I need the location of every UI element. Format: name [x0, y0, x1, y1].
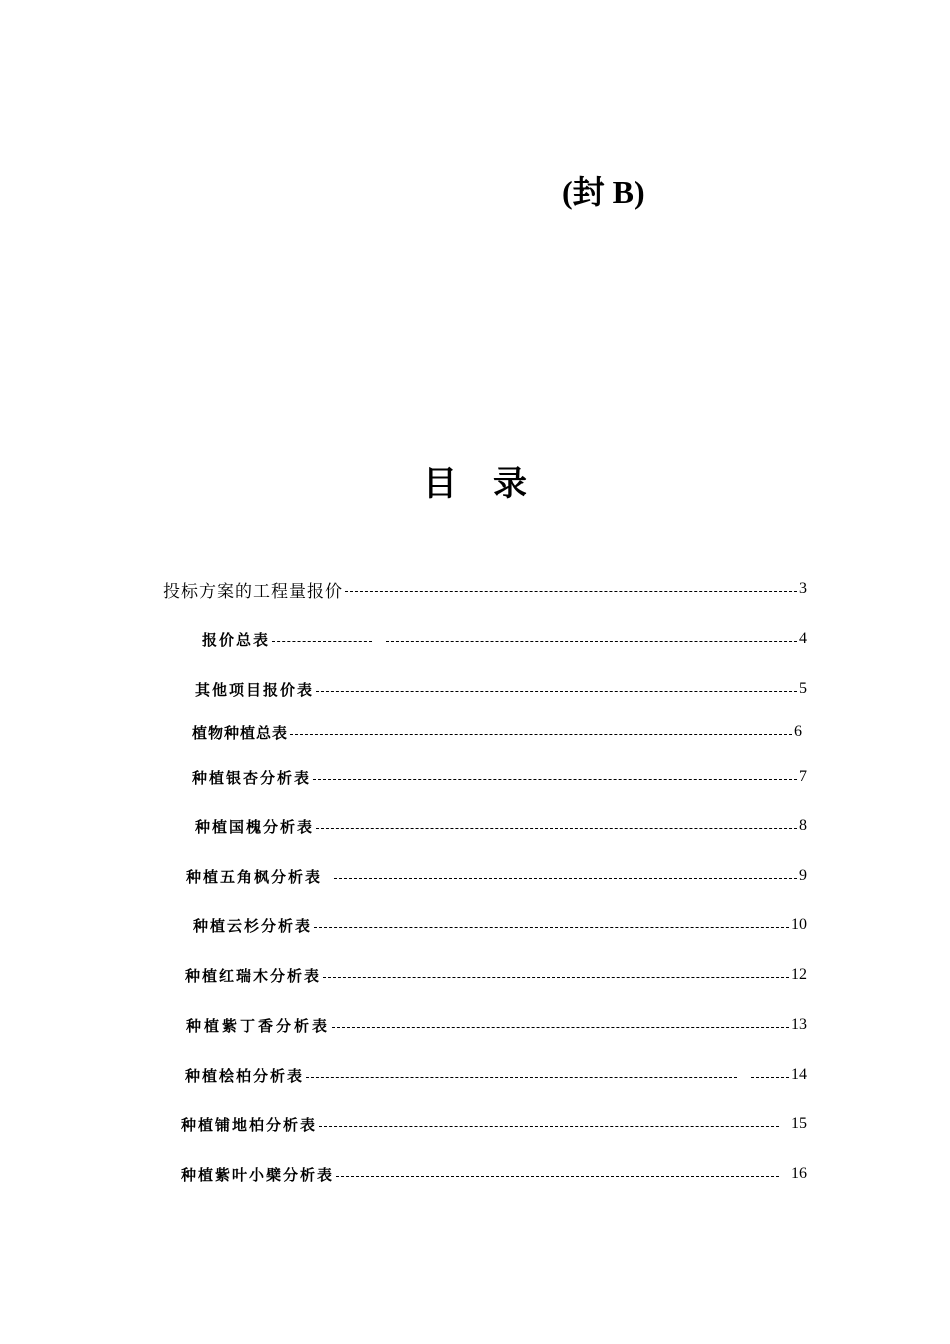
toc-entry-label: 种植桧柏分析表	[185, 1066, 305, 1085]
toc-entry[interactable]	[181, 1112, 807, 1136]
toc-entry-page: 15	[791, 1115, 807, 1132]
toc-entry[interactable]	[186, 864, 807, 888]
toc-entry[interactable]	[181, 1162, 807, 1186]
toc-leader	[313, 778, 797, 780]
toc-leader	[345, 590, 797, 592]
toc-entry-label: 种植红瑞木分析表	[185, 966, 322, 985]
toc-leader	[272, 640, 372, 642]
toc-leader	[316, 690, 797, 692]
toc-leader	[316, 827, 797, 829]
toc-entry-page: 6	[794, 723, 802, 740]
toc-entry-label: 种植国槐分析表	[195, 817, 315, 836]
toc-entry-page: 14	[791, 1066, 807, 1083]
toc-leader	[332, 1026, 789, 1028]
toc-entry[interactable]	[163, 577, 807, 601]
toc-entry-page: 9	[799, 867, 807, 884]
toc-entry-label: 投标方案的工程量报价	[163, 581, 343, 601]
toc-entry[interactable]	[192, 765, 807, 789]
toc-entry-page: 4	[799, 630, 807, 647]
toc-entry[interactable]	[185, 1063, 807, 1087]
toc-leader	[319, 1125, 779, 1127]
toc-entry-page: 8	[799, 817, 807, 834]
toc-leader	[306, 1076, 737, 1078]
toc-leader	[290, 733, 792, 735]
toc-entry-label: 种植五角枫分析表	[186, 867, 323, 886]
toc-entry-page: 10	[791, 916, 807, 933]
toc-entry-label: 其他项目报价表	[195, 680, 315, 699]
toc-entry-page: 7	[799, 768, 807, 785]
toc-entry-page: 5	[799, 680, 807, 697]
toc-entry-label: 种植铺地柏分析表	[181, 1115, 318, 1134]
cover-label: (封 B)	[562, 174, 645, 210]
toc-entry[interactable]	[185, 963, 807, 987]
toc-entry-label: 报价总表	[202, 630, 271, 649]
toc-leader	[314, 926, 789, 928]
toc-entry[interactable]	[186, 1013, 807, 1037]
toc-entry-page: 13	[791, 1016, 807, 1033]
toc-entry-page: 16	[791, 1165, 807, 1182]
toc-leader	[751, 1076, 789, 1078]
toc-entry-page: 3	[799, 580, 807, 597]
toc-title: 目录	[423, 464, 563, 504]
toc-entry-label: 种植紫丁香分析表	[186, 1016, 331, 1035]
toc-leader	[386, 640, 797, 642]
toc-entry-page: 12	[791, 966, 807, 983]
toc-entry-label: 种植银杏分析表	[192, 768, 312, 787]
toc-leader	[336, 1175, 779, 1177]
toc-entry-label: 植物种植总表	[192, 723, 289, 742]
toc-entry[interactable]	[195, 814, 807, 838]
toc-entry-label: 种植云杉分析表	[193, 916, 313, 935]
toc-leader	[323, 976, 789, 978]
toc-entry[interactable]	[202, 627, 807, 651]
toc-leader	[334, 877, 797, 879]
toc-entry-label: 种植紫叶小檗分析表	[181, 1165, 335, 1184]
toc-entry[interactable]	[195, 677, 807, 701]
toc-entry[interactable]	[193, 913, 807, 937]
toc-entry[interactable]	[192, 720, 802, 744]
